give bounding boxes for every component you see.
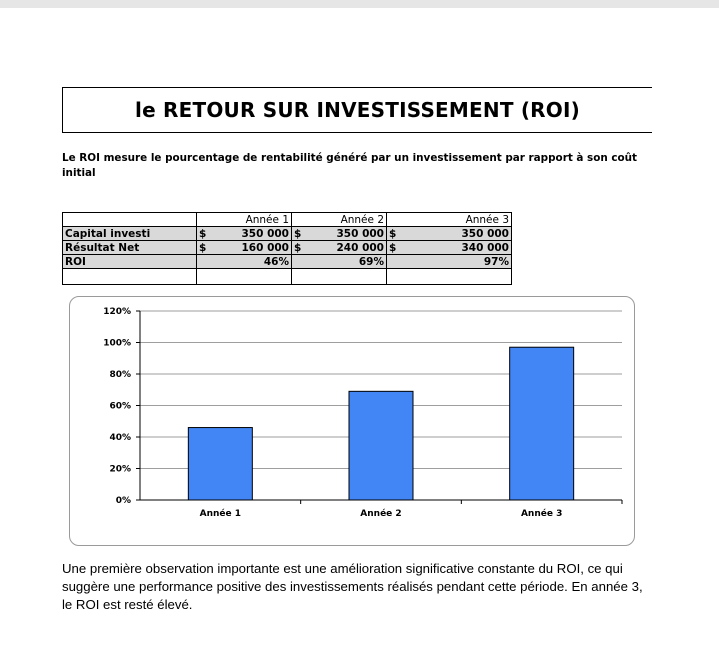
- y-tick-label: 80%: [109, 370, 131, 380]
- table-row-empty: [63, 269, 512, 285]
- conclusion-text: Une première observation importante est une amélioration significative constante du ROI, ce qui suggère une performance positive des investissements réalisés pendant cette période. En année 3, le ROI est resté élevé.: [62, 561, 643, 612]
- top-bar: [0, 0, 719, 8]
- table-cell: 46%: [197, 255, 292, 269]
- row-label: ROI: [63, 255, 197, 269]
- bar: [188, 428, 252, 500]
- intro-text: Le ROI mesure le pourcentage de rentabilité généré par un investissement par rapport à son coût initial: [62, 152, 638, 179]
- bar: [510, 347, 574, 500]
- table-cell: $ 240 000: [292, 241, 387, 255]
- table-row: [63, 255, 512, 269]
- table-cell-empty: [63, 269, 197, 285]
- x-tick-label: Année 3: [520, 509, 563, 519]
- table-cell: 69%: [292, 255, 387, 269]
- table-header-corner: [63, 213, 197, 227]
- table-cell: $ 160 000: [197, 241, 292, 255]
- row-label: Capital investi: [63, 227, 197, 241]
- table-row: [63, 241, 512, 255]
- table-cell: $ 350 000: [292, 227, 387, 241]
- table-row: [63, 227, 512, 241]
- row-label: Résultat Net: [63, 241, 197, 255]
- roi-chart: [69, 296, 635, 546]
- y-tick-label: 40%: [109, 433, 131, 443]
- y-tick-label: 100%: [103, 338, 131, 349]
- table-cell: $ 350 000: [387, 227, 512, 241]
- y-tick-label: 0%: [115, 496, 131, 506]
- table-cell-empty: [387, 269, 512, 285]
- title-box: [62, 87, 652, 133]
- y-tick-label: 120%: [103, 307, 131, 317]
- table-cell: $ 340 000: [387, 241, 512, 255]
- y-tick-label: 60%: [109, 401, 131, 412]
- table-header-cell: Année 1: [197, 213, 292, 227]
- table-header-cell: Année 2: [292, 213, 387, 227]
- x-tick-label: Année 1: [199, 509, 242, 519]
- roi-table: [62, 212, 512, 285]
- table-cell: $ 350 000: [197, 227, 292, 241]
- table-cell-empty: [197, 269, 292, 285]
- chart-canvas: [70, 297, 636, 547]
- y-tick-label: 20%: [109, 464, 131, 475]
- x-tick-label: Année 2: [360, 509, 402, 519]
- page-title: le RETOUR SUR INVESTISSEMENT (ROI): [135, 98, 580, 122]
- table-cell: 97%: [387, 255, 512, 269]
- table-header-cell: Année 3: [387, 213, 512, 227]
- table-cell-empty: [292, 269, 387, 285]
- table-header-row: [63, 213, 512, 227]
- bar: [349, 391, 413, 500]
